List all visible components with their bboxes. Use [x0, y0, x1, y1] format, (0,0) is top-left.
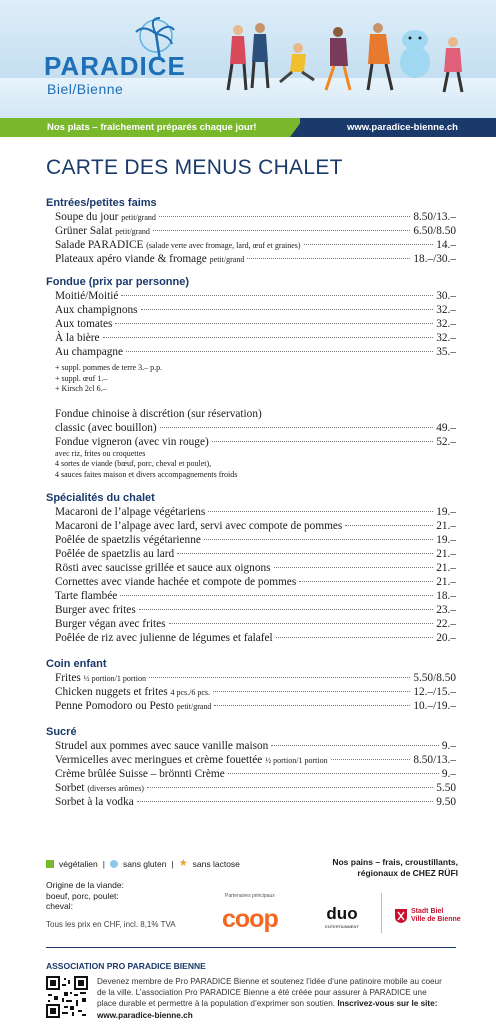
menu-item — [46, 699, 456, 713]
association-heading: ASSOCIATION PRO PARADICE BIENNE — [46, 961, 206, 971]
menu-item — [46, 210, 456, 224]
menu-note: 4 sortes de viande (bœuf, porc, cheval et poulet), — [55, 459, 212, 468]
legend-vegetalien: végétalien — [59, 858, 98, 869]
section-heading: Spécialités du chalet — [46, 492, 155, 504]
menu-item — [46, 603, 456, 617]
qr-code-icon[interactable] — [46, 976, 88, 1018]
item-detail: petit/grand — [121, 213, 156, 222]
item-price: 6.50/8.50 — [413, 225, 456, 237]
skaters-illustration-icon — [210, 20, 490, 100]
item-detail: ½ portion/1 portion — [265, 756, 328, 765]
menu-item — [46, 753, 456, 767]
item-price: 19.– — [436, 506, 456, 518]
item-name: classic (avec bouillon) — [55, 421, 157, 434]
menu-item — [46, 631, 456, 645]
item-name: Grüner Salat — [55, 225, 113, 237]
item-price: 9.– — [441, 768, 456, 780]
item-price: 35.– — [436, 346, 456, 358]
tagline-band — [0, 118, 496, 137]
menu-item — [46, 617, 456, 631]
item-price: 49.– — [436, 421, 456, 434]
item-price: 21.– — [436, 562, 456, 574]
menu-section — [46, 657, 456, 713]
item-name: Frites — [55, 672, 81, 684]
item-name: Macaroni de l’alpage végétariens — [55, 506, 206, 518]
menu-item — [46, 505, 456, 519]
menu-item — [46, 224, 456, 238]
fondue-chinoise-title: Fondue chinoise à discrétion (sur réservation) — [55, 407, 262, 420]
item-name: Crème brûlée Suisse – brönnti Crème — [55, 768, 225, 780]
item-price: 9.– — [441, 740, 456, 752]
item-price: 21.– — [436, 520, 456, 532]
menu-item — [46, 331, 456, 345]
item-name: Poêlée de riz avec julienne de légumes et falafel — [55, 632, 273, 644]
item-name: Aux tomates — [55, 318, 113, 330]
item-price: 30.– — [436, 290, 456, 302]
biel-logo: Stadt Biel Ville de Bienne — [395, 908, 461, 924]
menu-note: + suppl. pommes de terre 3.– p.p. — [55, 363, 163, 372]
item-name: Strudel aux pommes avec sauce vanille maison — [55, 740, 269, 752]
menu-item — [46, 252, 456, 266]
menu-section — [46, 196, 456, 266]
lactose-free-star-icon: ★ — [178, 858, 188, 869]
menu-section — [46, 725, 456, 809]
item-price: 12.–/15.– — [413, 686, 456, 698]
item-price: 18.–/30.– — [413, 253, 456, 265]
item-price: 18.– — [436, 590, 456, 602]
item-name: Chicken nuggets et frites — [55, 686, 168, 698]
logo-subtitle: Biel/Bienne — [47, 81, 124, 97]
menu-item — [46, 421, 456, 435]
item-detail: (diverses arômes) — [87, 784, 144, 793]
menu-item — [46, 345, 456, 359]
gluten-free-dot-icon — [110, 860, 118, 868]
menu-note: 4 sauces faites maison et divers accompagnements froids — [55, 469, 238, 479]
menu-note: avec riz, frites ou croquettes — [55, 448, 146, 458]
item-name: Sorbet à la vodka — [55, 796, 134, 808]
tagline-text: Nos plats – fraîchement préparés chaque jour! — [47, 122, 257, 133]
item-price: 5.50 — [436, 782, 456, 794]
menu-item — [46, 781, 456, 795]
item-price: 32.– — [436, 332, 456, 344]
item-name: Plateaux apéro viande & fromage — [55, 253, 207, 265]
menu-content — [46, 196, 456, 809]
item-detail: petit/grand — [176, 702, 212, 711]
menu-note: + suppl. œuf 1.– — [55, 373, 108, 383]
item-detail: (salade verte avec fromage, lard, œuf et graines) — [146, 241, 301, 250]
item-name: Vermicelles avec meringues et crème fouettée — [55, 754, 263, 766]
menu-item — [46, 575, 456, 589]
bread-note: Nos pains – frais, croustillants, régionaux de CHEZ RÜFI — [332, 857, 458, 878]
price-note: Tous les prix en CHF, incl. 8,1% TVA — [46, 920, 176, 929]
menu-item — [46, 519, 456, 533]
item-name: Fondue vigneron (avec vin rouge) — [55, 435, 209, 448]
page-title: CARTE DES MENUS CHALET — [46, 156, 343, 179]
section-heading: Entrées/petites faims — [46, 197, 157, 209]
signup-link[interactable]: Inscrivez-vous sur le site: www.paradice-bienne.ch — [97, 999, 438, 1020]
item-name: À la bière — [55, 332, 100, 344]
duo-logo-icon — [325, 901, 359, 931]
partner-divider — [381, 893, 382, 933]
item-price: 9.50 — [436, 796, 456, 808]
item-price: 21.– — [436, 548, 456, 560]
item-name: Sorbet — [55, 782, 85, 794]
item-name: Aux champignons — [55, 304, 138, 316]
legend-separator: | — [171, 858, 174, 869]
item-price: 20.– — [436, 632, 456, 644]
diet-legend — [46, 858, 240, 869]
item-price: 52.– — [436, 435, 456, 448]
legend-sans-lactose: sans lactose — [192, 858, 240, 869]
menu-section — [46, 491, 456, 645]
menu-item — [46, 795, 456, 809]
item-name: Poêlée de spaetzlis au lard — [55, 548, 175, 560]
item-name: Salade PARADICE — [55, 239, 144, 251]
menu-item — [46, 547, 456, 561]
item-name: Rösti avec saucisse grillée et sauce aux oignons — [55, 562, 271, 574]
section-heading: Sucré — [46, 726, 77, 738]
duo-logo-text: duo — [326, 904, 358, 923]
coop-logo: coop — [222, 905, 278, 933]
menu-item — [46, 317, 456, 331]
menu-item — [46, 238, 456, 252]
item-detail: ½ portion/1 portion — [83, 674, 147, 683]
menu-item — [46, 589, 456, 603]
menu-item — [46, 561, 456, 575]
logo-text: PARADICE — [44, 51, 186, 81]
item-price: 8.50/13.– — [413, 211, 456, 223]
menu-item — [46, 303, 456, 317]
item-detail: petit/grand — [115, 227, 150, 236]
item-name: Au champagne — [55, 346, 124, 358]
menu-item — [46, 767, 456, 781]
item-price: 23.– — [436, 604, 456, 616]
item-price: 32.– — [436, 318, 456, 330]
item-name: Moitié/Moitié — [55, 290, 119, 302]
menu-item — [46, 685, 456, 699]
vegan-square-icon — [46, 860, 54, 868]
item-name: Macaroni de l’alpage avec lard, servi avec compote de pommes — [55, 520, 343, 532]
item-name: Burger végan avec frites — [55, 618, 166, 630]
item-price: 19.– — [436, 534, 456, 546]
item-price: 5.50/8.50 — [413, 672, 456, 684]
item-price: 21.– — [436, 576, 456, 588]
section-heading: Coin enfant — [46, 658, 107, 670]
item-name: Tarte flambée — [55, 590, 118, 602]
item-price: 22.– — [436, 618, 456, 630]
website-link[interactable]: www.paradice-bienne.ch — [346, 122, 458, 133]
item-name: Penne Pomodoro ou Pesto — [55, 700, 174, 712]
item-name: Burger avec frites — [55, 604, 136, 616]
hero-banner — [0, 0, 496, 118]
menu-item — [46, 739, 456, 753]
item-name: Cornettes avec viande hachée et compote de pommes — [55, 576, 297, 588]
item-price: 10.–/19.– — [413, 700, 456, 712]
legend-sans-gluten: sans gluten — [122, 858, 167, 869]
item-detail: 4 pcs./6 pcs. — [170, 688, 211, 697]
section-heading: Fondue (prix par personne) — [46, 276, 190, 288]
menu-item — [46, 289, 456, 303]
association-text: Devenez membre de Pro PARADICE Bienne et soutenez l’idée d’une patinoire mobile au coeur de la ville. L’association Pro PARADICE Bienne a été créée pour assurer à PARADICE une place durable et permettre à la population d’exprimer son soutien. Inscrivez-vous sur le site: www.paradice-bienne.ch — [97, 977, 442, 1020]
legend-separator: | — [102, 858, 105, 869]
meat-origin: Origine de la viande: boeuf, porc, poulet: cheval: — [46, 880, 124, 911]
item-price: 14.– — [436, 239, 456, 251]
biel-crest-icon — [395, 909, 407, 923]
item-name: Soupe du jour — [55, 211, 119, 223]
menu-note: + Kirsch 2cl 6.– — [55, 384, 107, 393]
duo-logo-sub: ENTERTAINMENT — [325, 924, 359, 929]
menu-item — [46, 435, 456, 449]
partners-label: Partenaires principaux — [225, 893, 275, 899]
item-price: 8.50/13.– — [413, 754, 456, 766]
menu-item — [46, 671, 456, 685]
item-name: Poêlée de spaetzlis végétarienne — [55, 534, 201, 546]
menu-item — [46, 533, 456, 547]
item-price: 32.– — [436, 304, 456, 316]
menu-section — [46, 275, 456, 480]
item-detail: petit/grand — [209, 255, 245, 264]
divider — [46, 947, 456, 948]
